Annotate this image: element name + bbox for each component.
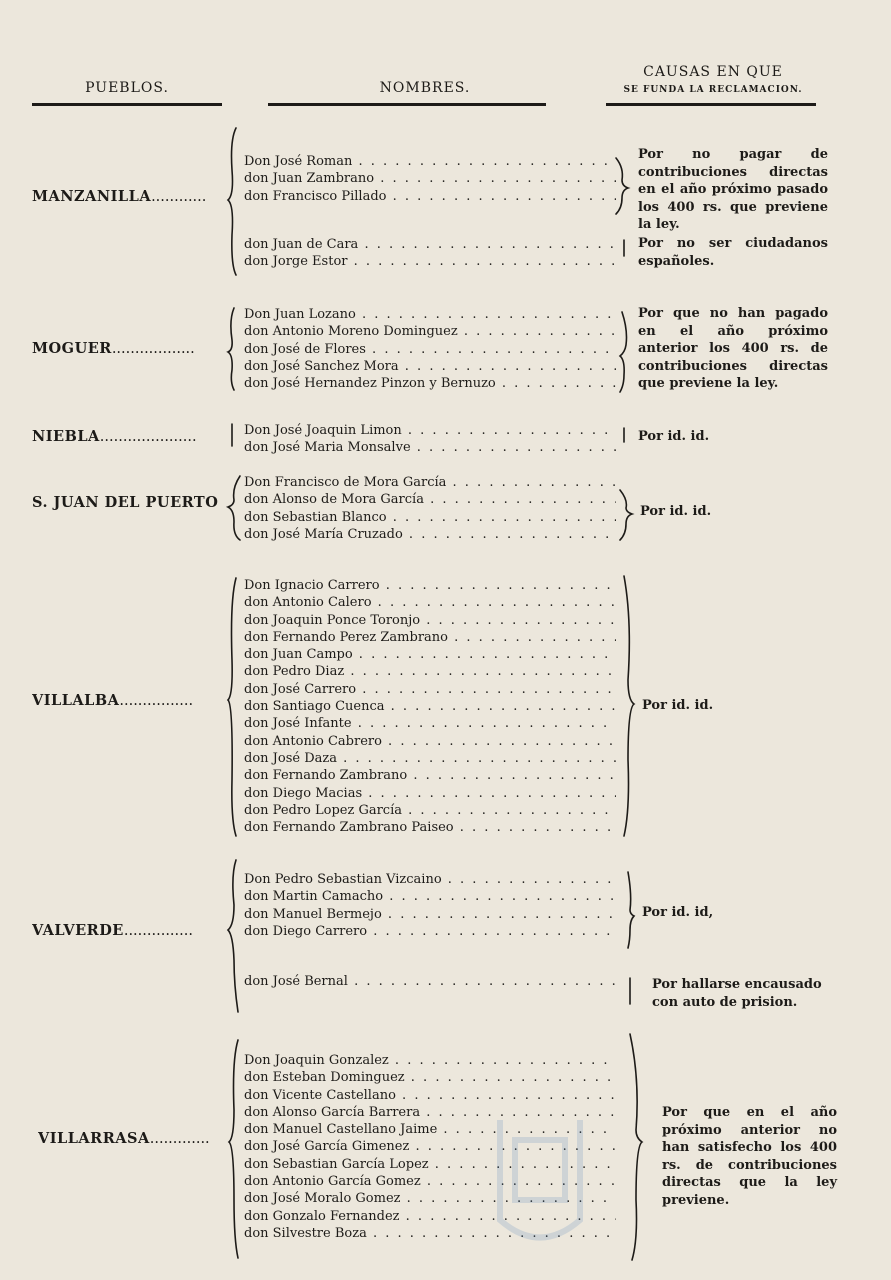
person-name: don José María Cruzado . . .: [244, 526, 616, 543]
names-group-manzanilla-2: [244, 236, 616, 271]
person-name: don Diego Macias . . .: [244, 785, 616, 802]
names-group-manzanilla-1: [244, 153, 616, 205]
header-pueblos: PUEBLOS.: [85, 80, 169, 96]
cause-text: Por que no han pagado en el año próximo anterior los 400 rs. de contribuciones directas que previene la ley.: [638, 306, 828, 391]
header-rule-causas: [606, 103, 816, 106]
person-name: don Gonzalo Fernandez . . .: [244, 1208, 616, 1225]
person-name: don Fernando Zambrano Paiseo . . .: [244, 819, 616, 836]
town-label: S. JUAN DEL PUERTO: [32, 494, 219, 511]
person-name: don José Carrero . . .: [244, 681, 616, 698]
person-name: don Pedro Diaz . . .: [244, 663, 616, 680]
person-name: don José García Gimenez . . .: [244, 1138, 616, 1155]
brace-right: [628, 872, 634, 948]
person-name: Don José Joaquin Limon . . .: [244, 422, 616, 439]
names-group-moguer: [244, 306, 616, 392]
person-name: don Francisco Pillado . . .: [244, 188, 616, 205]
cause-text: Por hallarse encausado con auto de prision.: [652, 977, 822, 1010]
person-name: Don Juan Lozano . . .: [244, 306, 616, 323]
person-name: don José Maria Monsalve . . .: [244, 439, 616, 456]
person-name: don Juan Campo . . .: [244, 646, 616, 663]
brace-left: [228, 860, 238, 1012]
header-causas-subtitle: SE FUNDA LA RECLAMACION.: [623, 85, 803, 95]
person-name: Don José Roman . . .: [244, 153, 616, 170]
names-group-s-juan-del-puerto: [244, 474, 616, 543]
brace-right: [624, 576, 634, 836]
person-name: don Silvestre Boza . . .: [244, 1225, 616, 1242]
person-name: don Fernando Perez Zambrano . . .: [244, 629, 616, 646]
brace-left: [228, 476, 240, 540]
cause-text: Por id. id.: [640, 504, 712, 519]
town-label: NIEBLA.....................: [32, 428, 197, 445]
person-name: don Antonio Cabrero . . .: [244, 733, 616, 750]
person-name: don Jorge Estor . . .: [244, 253, 616, 270]
person-name: don Fernando Zambrano . . .: [244, 767, 616, 784]
brace-right: [616, 158, 628, 214]
person-name: don José Bernal . . .: [244, 973, 616, 990]
town-label: MANZANILLA............: [32, 188, 207, 205]
person-name: don José Daza . . .: [244, 750, 616, 767]
brace-left: [229, 1040, 238, 1258]
cause-text: Por id. id,: [642, 905, 714, 920]
cause-text: Por id. id.: [638, 429, 710, 444]
person-name: don Antonio Calero . . .: [244, 594, 616, 611]
person-name: don Juan Zambrano . . .: [244, 170, 616, 187]
cause-text: Por que en el año próximo anterior no han satisfecho los 400 rs. de contribuciones directas que la ley previene.: [662, 1105, 837, 1208]
header-nombres: NOMBRES.: [379, 80, 471, 96]
names-group-valverde-2: [244, 973, 616, 990]
brace-left: [228, 308, 234, 390]
names-group-villalba: [244, 577, 616, 836]
person-name: don Manuel Bermejo . . .: [244, 906, 616, 923]
brace-right: [620, 490, 632, 540]
brace-left: [228, 578, 236, 836]
header-causas: CAUSAS EN QUE: [643, 64, 783, 80]
town-label: VILLARRASA.............: [38, 1130, 210, 1147]
header-rule-nombres: [268, 103, 546, 106]
person-name: don Esteban Dominguez . . .: [244, 1069, 616, 1086]
person-name: Don Pedro Sebastian Vizcaino . . .: [244, 871, 616, 888]
names-group-valverde-1: [244, 871, 616, 940]
person-name: don Alonso García Barrera . . .: [244, 1104, 616, 1121]
person-name: don Pedro Lopez García . . .: [244, 802, 616, 819]
person-name: don Diego Carrero . . .: [244, 923, 616, 940]
person-name: don Antonio García Gomez . . .: [244, 1173, 616, 1190]
person-name: don José Moralo Gomez . . .: [244, 1190, 616, 1207]
person-name: don José Infante . . .: [244, 715, 616, 732]
names-group-niebla: [244, 422, 616, 457]
header-rule-pueblos: [32, 103, 222, 106]
cause-text: Por no pagar de contribuciones directas en el año próximo pasado los 400 rs. que previene la ley.: [638, 147, 828, 232]
person-name: don José Hernandez Pinzon y Bernuzo . . .: [244, 375, 616, 392]
person-name: Don Joaquin Gonzalez . . .: [244, 1052, 616, 1069]
person-name: don Manuel Castellano Jaime . . .: [244, 1121, 616, 1138]
person-name: don Martin Camacho . . .: [244, 888, 616, 905]
cause-text: Por no ser ciudadanos españoles.: [638, 236, 828, 269]
person-name: don Antonio Moreno Dominguez . . .: [244, 323, 616, 340]
brace-left: [228, 128, 236, 275]
person-name: Don Ignacio Carrero . . .: [244, 577, 616, 594]
person-name: Don Francisco de Mora García . . .: [244, 474, 616, 491]
person-name: don Santiago Cuenca . . .: [244, 698, 616, 715]
person-name: don Vicente Castellano . . .: [244, 1087, 616, 1104]
person-name: don Juan de Cara . . .: [244, 236, 616, 253]
watermark-logo: [480, 1080, 820, 1260]
person-name: don Sebastian Blanco . . .: [244, 509, 616, 526]
person-name: don Sebastian García Lopez . . .: [244, 1156, 616, 1173]
cause-text: Por id. id.: [642, 698, 714, 713]
person-name: don José Sanchez Mora . . .: [244, 358, 616, 375]
town-label: MOGUER..................: [32, 340, 195, 357]
person-name: don Joaquin Ponce Toronjo . . .: [244, 612, 616, 629]
person-name: don Alonso de Mora García . . .: [244, 491, 616, 508]
person-name: don José de Flores . . .: [244, 341, 616, 358]
brace-right: [620, 312, 627, 392]
town-label: VILLALBA................: [32, 692, 194, 709]
town-label: VALVERDE...............: [32, 922, 193, 939]
